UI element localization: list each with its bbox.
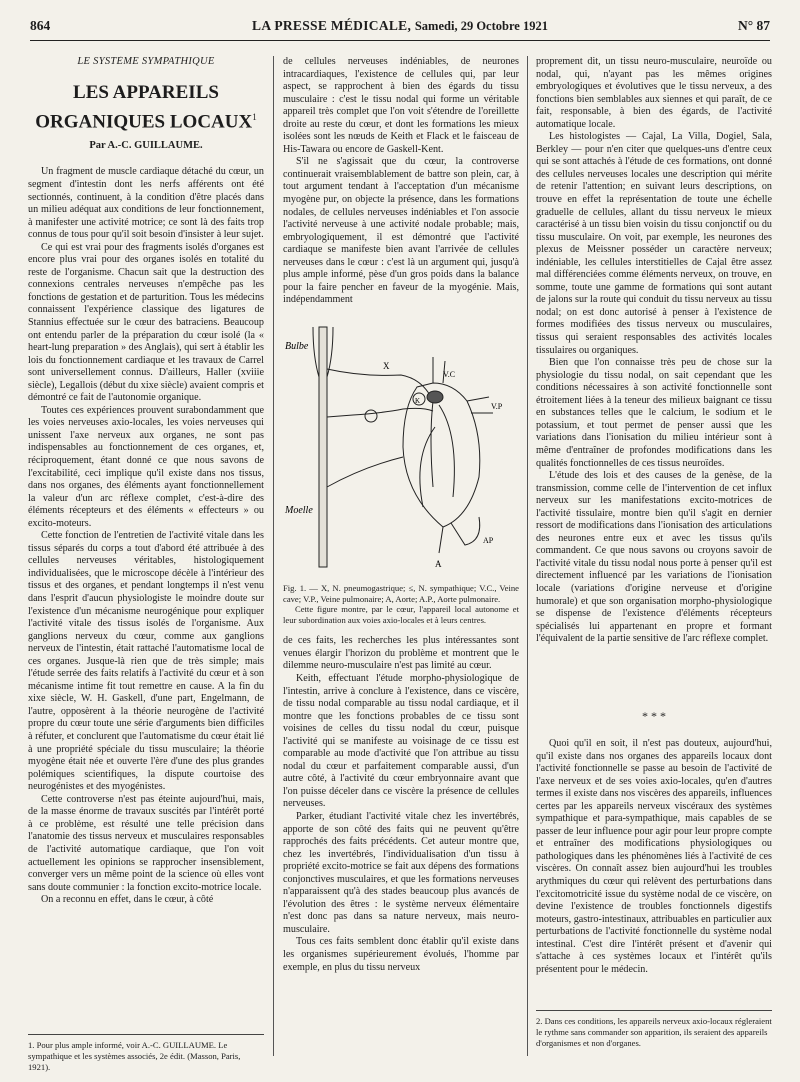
footnote-1: 1. Pour plus ample informé, voir A.-C. GUILLAUME. Le sympathique et les systèmes associés, 2e édit. (Masson, Paris, 1921). [28, 1034, 264, 1073]
column-2 [283, 56, 519, 1036]
nodal-tissue [420, 401, 455, 507]
paragraph: Cette fonction de l'entretien de l'activité vitale dans les tissus séparés du corps a tout d'abord été attribuée à des cellules nerveuses véritables, histologiquement individualisées, que le microscope décèle à l'intérieur des tissus et des organes, et pendant longtemps il n'est venu dans l'esprit d'aucun physiologiste le moindre doute sur l'existence d'un mécanisme neurogénique pour expliquer l'activité vitale des tissus isolés de l'organisme. Aux ganglions nerveux du cœur, comme aux ganglions nerveux de l'intestin, était rattaché l'automatisme local de ces organes. Jusque-là rien que de très simple; mais l'étude serrée des faits relatifs à l'activité du cœur et à son mécanisme intime fit tout remettre en cause. A la fin du xixe siècle, W. H. Gaskell, d'une part, Engelmann, de l'autre, opposèrent à la théorie neurogène de l'activité propre du cœur toute une série d'arguments bien difficiles à réfuter, et conclurent que l'automatisme du cœur était lié à une propriété spéciale du tissu musculaire; la théorie myogène était née et ouverte l'ère d'une des plus grandes polémiques scientifiques, la dispute courtoise des neurogénistes et des myogénistes. [28, 530, 264, 793]
article-title [28, 81, 264, 134]
heart-innervation-diagram [283, 317, 519, 579]
sympathetic-ganglion [365, 410, 377, 422]
journal-name: LA PRESSE MÉDICALE, [252, 18, 412, 33]
spinal-cord [319, 327, 327, 567]
page-number: 864 [30, 18, 51, 33]
figure-caption [283, 583, 519, 625]
article-title-text: LES APPAREILS ORGANIQUES LOCAUX [35, 81, 253, 132]
column-divider [527, 56, 528, 1056]
paragraph: On a reconnu en effet, dans le cœur, à côté [41, 894, 214, 906]
paragraph: L'étude des lois et des causes de la genèse, de la transmission, comme celle de l'intervention de cet influx nerveux sur les manifestations excito-motrices de l'activité tissulaire, montre bien qu'il s'agit en dernier ressort de modifications dans l'ionisation des articulations des neurones entre eux et avec les tissus qu'ils commandent. Ce que nous savons ou croyons savoir de l'activité vitale du tissu nodal nous porte à penser qu'il est directement influencé par les variations de l'ionisation locale (variations d'origine nerveuse et d'origine humorale) et que son organisation morpho-physiologique se dispense de l'existence d'éléments récepteurs spécialisés lui appartenant en propre et formant l'équivalent de la partie sensitive de l'arc réflexe complet. [536, 470, 772, 645]
column-3 [536, 56, 772, 702]
column-3-continued [536, 738, 772, 988]
sinus-node [427, 391, 443, 403]
label-k: K [415, 396, 421, 405]
sympathetic-nerve [327, 408, 433, 417]
paragraph: Tous ces faits semblent donc établir qu'il existe dans les organismes supérieurement évolués, l'homme par exemple, en plus du tissu nerveux [283, 936, 519, 973]
issue-number: N° 87 [737, 18, 770, 33]
paragraph: de cellules nerveuses indéniables, de neurones intracardiaques, l'existence de cellules qui, par leur aspect, se rapprochent à bien des égards du tissu musculaire : c'est le tissu nodal qui forme un véritable appareil très complet que l'on voit s'étendre de l'oreillette droite au reste du cœur, et dont les formations les mieux isolées sont les nœuds de Keith et Flack et le faisceau de His-Tawara ou encore de Gaskell-Kent. [283, 56, 519, 155]
issue-date: Samedi, 29 Octobre 1921 [414, 19, 548, 33]
paragraph: Keith, effectuant l'étude morpho-physiologique de l'intestin, arrive à conclure à l'existence, dans ce viscère, de tissu nodal comparable au tissu nodal cardiaque, et il montre que les fonctions probables de ce tissu sont voisines de celles du tissu nodal du cœur, puisque l'activité qui se manifeste au voisinage de ce tissu est comparable au mode d'activité que l'on attribue au tissu nodal du cœur et parfaitement comparable aussi, d'un autre côté, à l'activité du cœur embryonnaire avant que l'on puisse déceler dans ce viscère la présence de cellules nerveuses. [283, 672, 519, 810]
figure-1 [283, 317, 519, 625]
title-footnote-mark[interactable]: 1 [252, 111, 257, 122]
column-1 [28, 56, 264, 1028]
section-separator: * * * [642, 709, 666, 723]
paragraph: Parker, étudiant l'activité vitale chez les invertébrés, apporte de son côté des faits qui ne peuvent qu'être rapprochés des faits précédents. Cet auteur montre que, chez les invertébrés, l'individualisation d'un tissu à propriété excito-motrice se fait aux dépens des formations conjonctives musculaires, et que les formations nerveuses n'apparaissent qu'à des stades beaucoup plus avancés de l'évolution des êtres : le système nerveux élémentaire n'est donc pas dans sa nature nerveux, mais neuro-musculaire. [283, 810, 519, 935]
spinal-sympathetic-link [327, 457, 403, 487]
label-a: A [435, 558, 442, 569]
label-vc: V.C [443, 369, 456, 379]
author-byline: Par A.-C. GUILLAUME. [89, 139, 203, 151]
journal-title-line [30, 18, 770, 34]
paragraph: Un fragment de muscle cardiaque détaché du cœur, un segment d'intestin dont les nerfs afférents ont été sectionnés, continuent, à la condition d'être placés dans un milieu adéquat aux conditions de leur fonctionnement, à manifester une activité motrice; ce sont là des faits trop connus de tous pour qu'il soit besoin d'insister à leur sujet. [28, 166, 264, 241]
running-header [30, 18, 770, 40]
paragraph: Toutes ces expériences prouvent surabondamment que les voies nerveuses axio-locales, les voies nerveuses qui unissent l'axe nerveux aux organes, ne sont pas indispensables au fonctionnement de ces organes, et, réciproquement, étant donné ce que nous savons de l'excitabilité, ceci implique qu'il existe dans nos tissus, dans nos organes, des éléments ayant fonctionnellement la valeur d'un arc réflexe complet, c'est-à-dire des éléments récepteurs et des éléments « effecteurs » ou excito-moteurs. [28, 404, 264, 529]
label-bulbe: Bulbe [285, 340, 309, 352]
column-divider [273, 56, 274, 1056]
paragraph: proprement dit, un tissu neuro-musculaire, neuroïde ou nodal, qui, n'ayant pas les mêmes origines embryologiques et évolutives que le tissu nerveux, a des fonctions bien semblables aux siennes et qui paraît, de ce fait, responsable, à bien des égards, de l'activité automatique locale. [536, 56, 772, 130]
label-moelle: Moelle [285, 504, 313, 516]
paragraph: Quoi qu'il en soit, il n'est pas douteux, aujourd'hui, qu'il existe dans nos organes des appareils locaux dont l'activité fonctionnelle se passe au besoin de l'activité de l'axe nerveux et de ses voies axio-locales, qu'en d'autres termes il existe dans nos viscères des appareils, influences certes par les appareils nerveux viscéraux des systèmes sympathique et para-sympathique, mais capables de se passer de leur influence pour agir pour leur propre compte et entraîner des modifications physiologiques ou pathologiques dans les phénomènes liés à l'activité de ces viscères. On connaît assez bien aujourd'hui les troubles arythmiques du cœur qui relèvent des perturbations dans l'excitomotricité issue du système nodal de ce viscère, on devine l'existence de troubles fonctionnels digestifs moteurs, gastro-intestinaux, attribuables en particulier aux perturbations de l'activité fonctionnelle du système nodal intestinal. C'est dire l'intérêt présent et d'avenir qui s'attache à ces systèmes locaux et l'intérêt qu'ils présentent pour le médecin. [536, 738, 772, 975]
paragraph: Ce qui est vrai pour des fragments isolés d'organes est encore plus vrai pour des organes isolés en totalité du reste de l'organisme. Chacun sait que la destruction des connexions centrales nerveuses n'empêche pas les fonctions de gestation et de parturition. Tous les médecins connaissent l'expérience classique des ligatures de Stannius effectuée sur le cœur des batraciens. Beaucoup ont entendu parler de la préparation du cœur isolé (la « heart-lung preparation » des Anglais), qui sert à établir les lois du fonctionnement cardiaque et les travaux de Carrel sont universellement connus. D'ailleurs, Haller (xviiie siècle), Legallois (début du xixe siècle) avaient compris et démontré ce fait de l'autonomie organique. [28, 241, 264, 404]
paragraph: Bien que l'on connaisse très peu de chose sur la physiologie du tissu nodal, on sait cependant que les conditions nécessaires à son activité fonctionnelle sont étroitement liées à la teneur des milieux baignant ce tissu en substances telles que le calcium, le sodium et le potassium, et tout permet de penser aussi que les variations dans l'ionisation du milieu intérieur sont à même d'entraîner de profondes modifications dans les qualités fonctionnelles de ces tissus neuroïdes. [536, 357, 772, 469]
label-vp: V.P [491, 401, 503, 411]
paragraph: S'il ne s'agissait que du cœur, la controverse continuerait vraisemblablement de battre son plein, car, à tout argument tendant à l'acceptation d'un mécanisme myogène pur, on objecte la présence, dans les formations nodales, de cellules nerveuses indéniables et l'on associe l'activité nerveuse à une activité nodale probable; mais, embryologiquement, il est démontré que l'activité cardiaque se manifeste bien avant l'arrivée de cellules nerveuses dans le cœur : c'est là un argument qui, jusqu'à plus ample informé, pèse d'un gros poids dans la balance pour la faire pencher en faveur de la myogénie. Mais, indépendamment [283, 156, 519, 306]
paragraph: de ces faits, les recherches les plus intéressantes sont venues élargir l'horizon du problème et montrent que le dilemme neuro-musculaire n'est pas limité au cœur. [283, 635, 519, 672]
header-rule [30, 40, 770, 41]
section-heading: LE SYSTÈME SYMPATHIQUE [77, 56, 215, 67]
footnote-2: 2. Dans ces conditions, les appareils nerveux axio-locaux régleraient le rythme sans commander son apparition, ils seraient des appareils d'organismes et non d'organes. [536, 1010, 772, 1049]
aorta [439, 517, 480, 553]
label-x: X [383, 360, 390, 371]
paragraph: Les histologistes — Cajal, La Villa, Dogiel, Sala, Berkley — pour n'en citer que quelques-uns d'entre ceux qui se sont attachés à l'étude de ces formations, ont donné des cellules nerveuses locales une description qui mérite de retenir l'attention; en suivant leurs descriptions, on trouve en effet la représentation de toute une échelle graduelle de cellules, allant du tissu nerveux le mieux caractérisé à un tissu bien voisin du tissu conjonctif ou du tissu musculaire. On voit, par exemple, les neurones des plexus de Meissner posséder un caractère nerveux; indéniable, les cellules interstitielles de Cajal être assez mal différenciées comme éléments nerveux, on trouve, en somme, toute une gamme de formations qui sont autant de jalons sur la route qui conduit du tissu nerveux au tissu nodal; on est donc autorisé à penser à l'existence de formes modifiées des tissus nerveux ou musculaires, tissus qui seraient responsables des activités locales tissulaires ou organiques. [536, 131, 772, 356]
paragraph: Cette controverse n'est pas éteinte aujourd'hui, mais, de la masse énorme de travaux suscités par l'intérêt porté à ce problème, est résulté une telle précision dans l'anatomie des tissus nerveux et musculaires responsables de l'activité automatique cardiaque, que l'on voit actuellement les opinions se rapprocher insensiblement, converger vers un même point de la science où elles vont sans doute communier : la fonction excito-motrice locale. [28, 793, 264, 893]
caption-legend: Fig. 1. — X, N. pneumogastrique; ≤, N. sympathique; V.C., Veine cave; V.P., Veine pulmonaire; A, Aorte; A.P., Aorte pulmonaire. [283, 582, 519, 604]
caption-text: Cette figure montre, par le cœur, l'appareil local autonome et leur subordination aux voies axio-locales et à leurs centres. [283, 604, 519, 625]
label-ap: AP [483, 535, 494, 545]
